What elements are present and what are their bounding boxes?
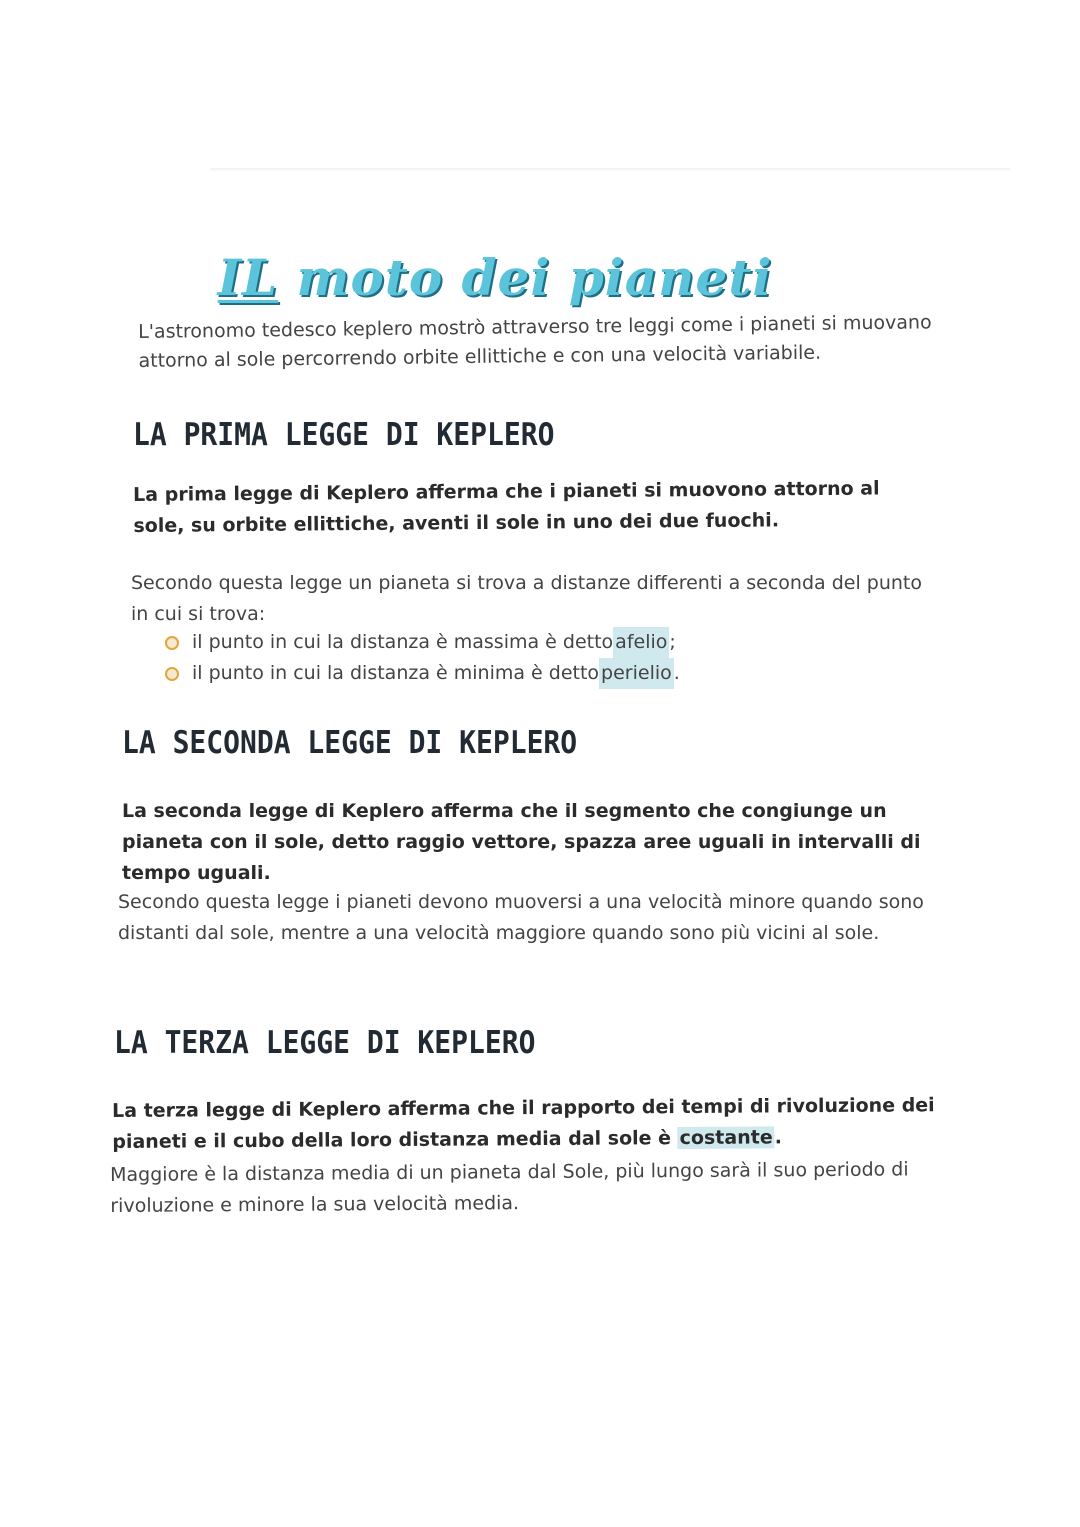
section1-explanation: Secondo questa legge un pianeta si trova a distanze differenti a seconda del punto in cui si trova: <box>131 572 922 625</box>
section1-bullet-list <box>165 627 680 689</box>
bullet-end: . <box>673 662 680 684</box>
list-item <box>165 658 680 689</box>
section2-law: La seconda legge di Keplero afferma che il segmento che congiunge un pianeta con il sole, detto raggio vettore, spazza aree uguali in intervalli di tempo uguali. <box>122 800 921 884</box>
section1-law: La prima legge di Keplero afferma che i pianeti si muovono attorno al sole, su orbite ellittiche, aventi il sole in uno dei due fuochi. <box>133 477 880 537</box>
circle-bullet-icon <box>165 636 179 650</box>
highlighted-term: afelio <box>613 627 669 658</box>
highlighted-term: costante <box>679 1126 773 1150</box>
page-edge-shadow <box>210 168 1010 172</box>
section3-law <box>112 1090 952 1158</box>
section3-law-end: . <box>774 1126 782 1149</box>
intro-paragraph: L'astronomo tedesco keplero mostrò attraverso tre leggi come i pianeti si muovano attorno al sole percorrendo orbite ellittiche e con una velocità variabile. <box>138 311 932 372</box>
circle-bullet-icon <box>165 667 179 681</box>
bullet-end: ; <box>669 631 676 653</box>
highlighted-term: perielio <box>599 658 674 689</box>
section2-explanation: Secondo questa legge i pianeti devono muoversi a una velocità minore quando sono distanti dal sole, mentre a una velocità maggiore quando sono più vicini al sole. <box>118 891 924 944</box>
title-part-rest: moto dei pianeti <box>278 247 773 307</box>
title-part-underlined: IL <box>217 247 279 307</box>
section3-heading: LA TERZA LEGGE DI KEPLERO <box>114 1024 536 1061</box>
page-title <box>0 248 990 307</box>
section3-explanation: Maggiore è la distanza media di un pianeta dal Sole, più lungo sarà il suo periodo di rivoluzione e minore la sua velocità media. <box>110 1158 909 1217</box>
bullet-text: il punto in cui la distanza è massima è detto <box>192 631 614 653</box>
section1-heading: LA PRIMA LEGGE DI KEPLERO <box>133 416 555 453</box>
list-item <box>165 627 680 658</box>
section3-law-text: La terza legge di Keplero afferma che il rapporto dei tempi di rivoluzione dei pianeti e il cubo della loro distanza media dal sole è <box>112 1094 935 1153</box>
bullet-text: il punto in cui la distanza è minima è detto <box>192 662 600 684</box>
section2-heading: LA SECONDA LEGGE DI KEPLERO <box>122 724 578 761</box>
